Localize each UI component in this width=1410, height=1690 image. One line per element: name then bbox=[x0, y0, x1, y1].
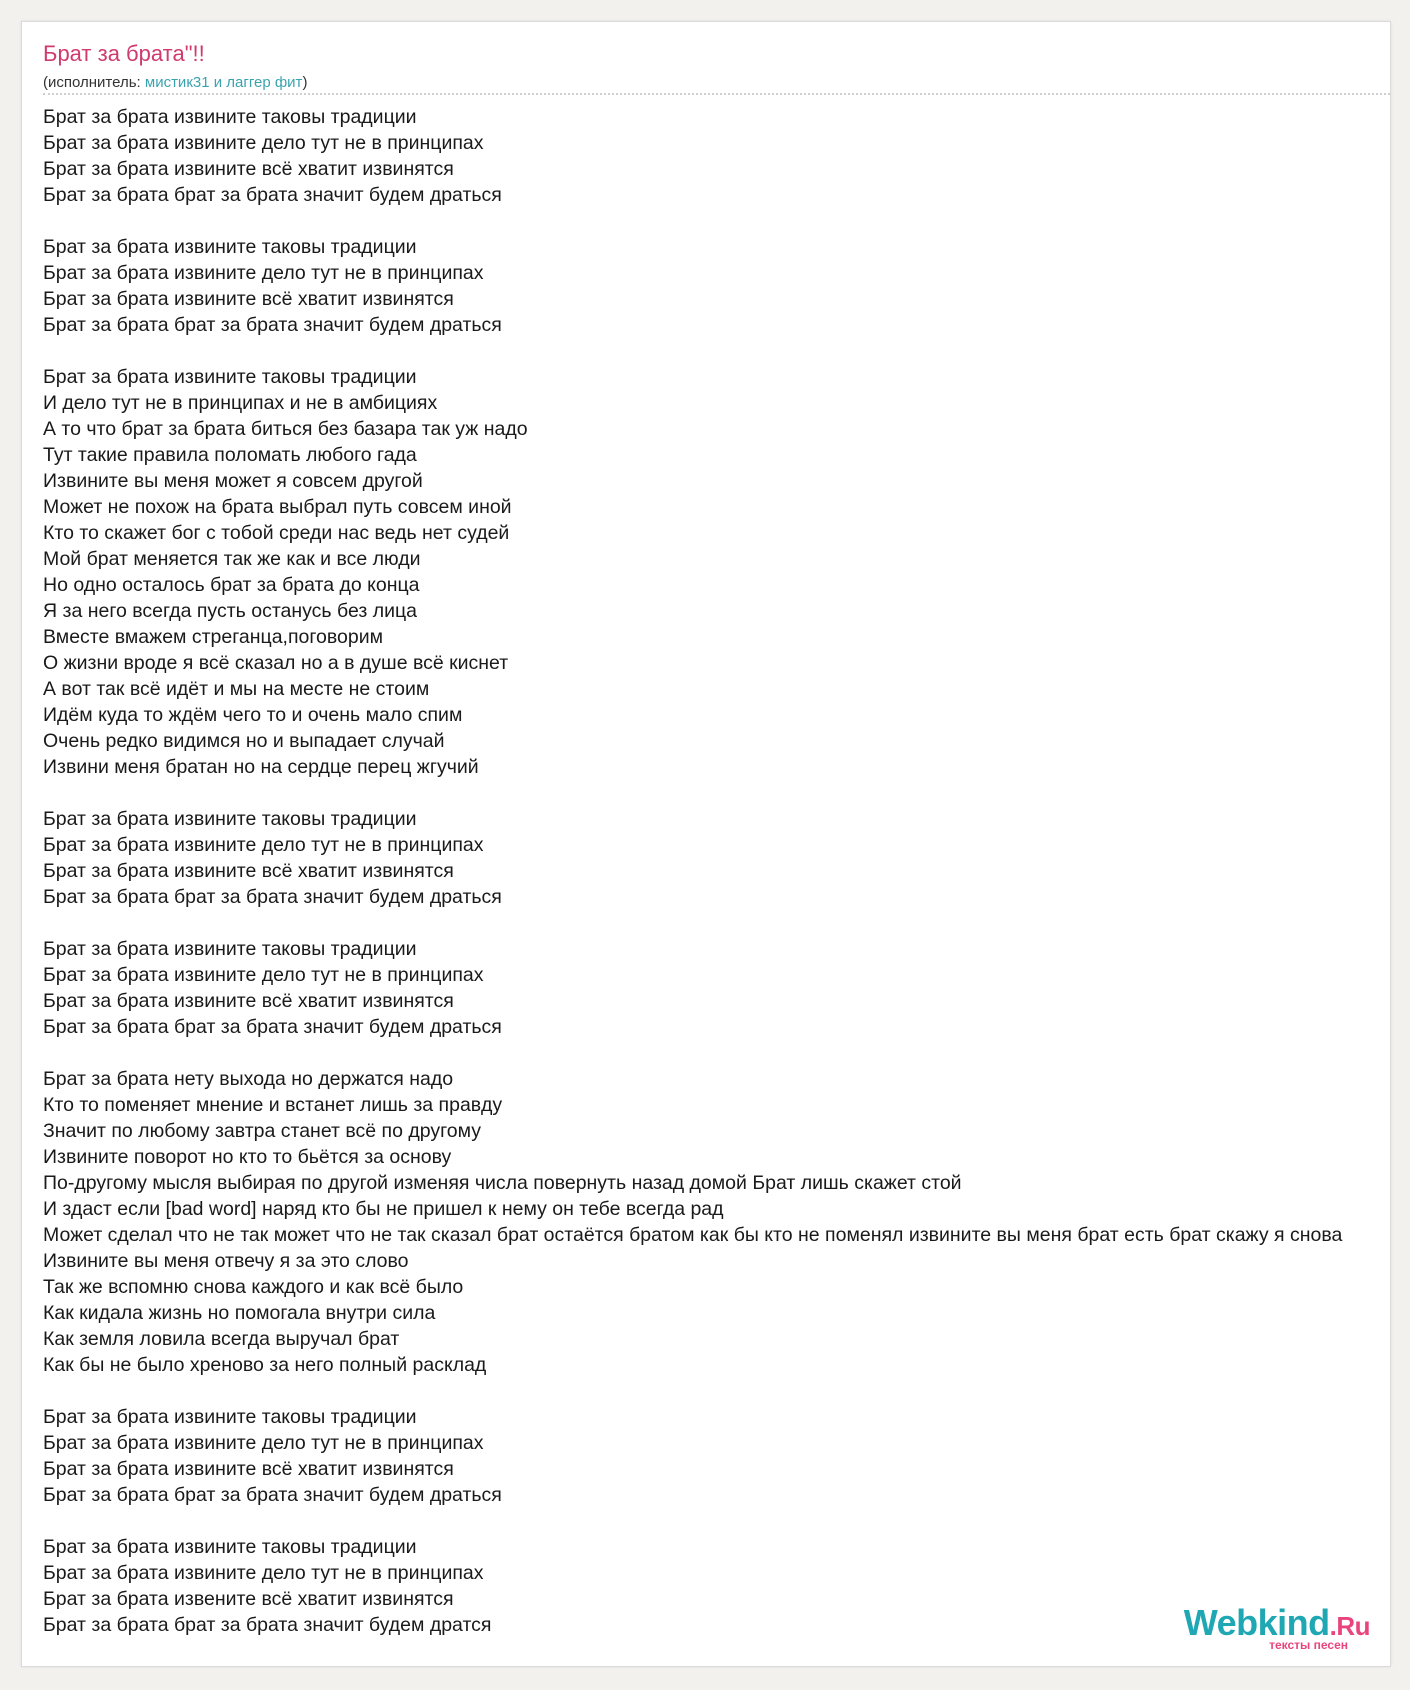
lyric-line: Брат за брата брат за брата значит будем дратся bbox=[43, 1614, 492, 1636]
logo-tld: .Ru bbox=[1329, 1611, 1370, 1641]
lyric-line: Брат за брата извините всё хватит извинятся bbox=[43, 1458, 454, 1480]
artist-suffix: ) bbox=[302, 74, 308, 91]
lyric-line: Брат за брата извините всё хватит извинятся bbox=[43, 990, 454, 1012]
lyric-line: Брат за брата извините всё хватит извинятся bbox=[43, 860, 454, 882]
lyric-line: Брат за брата извините таковы традиции bbox=[43, 366, 417, 388]
song-title: Брат за брата"!! bbox=[43, 41, 205, 66]
lyric-line: Тут такие правила поломать любого гада bbox=[43, 444, 417, 466]
lyric-line: Брат за брата брат за брата значит будем драться bbox=[43, 314, 502, 336]
lyric-line: Очень редко видимся но и выпадает случай bbox=[43, 730, 445, 752]
webkind-logo[interactable] bbox=[1170, 1604, 1370, 1650]
lyric-line: Может сделал что не так может что не так сказал брат остаётся братом как бы кто не поменял извините вы меня брат есть брат скажу я снова bbox=[43, 1224, 1343, 1246]
lyric-blank-line bbox=[43, 1508, 1342, 1534]
logo-tagline: тексты песен bbox=[1269, 1638, 1348, 1652]
lyric-line: Но одно осталось брат за брата до конца bbox=[43, 574, 420, 596]
lyric-line: А вот так всё идёт и мы на месте не стоим bbox=[43, 678, 430, 700]
lyric-blank-line bbox=[43, 780, 1342, 806]
lyric-line: Брат за брата извените всё хватит извинятся bbox=[43, 1588, 454, 1610]
lyric-line: А то что брат за брата биться без базара так уж надо bbox=[43, 418, 528, 440]
lyric-line: И дело тут не в принципах и не в амбициях bbox=[43, 392, 438, 414]
lyric-line: Брат за брата извините дело тут не в принципах bbox=[43, 1562, 484, 1584]
lyric-line: Брат за брата извините дело тут не в принципах bbox=[43, 964, 484, 986]
lyric-line: Я за него всегда пусть останусь без лица bbox=[43, 600, 418, 622]
lyric-line: Как бы не было хреново за него полный расклад bbox=[43, 1354, 487, 1376]
artist-link[interactable]: мистик31 и лаггер фит bbox=[144, 74, 303, 91]
title-divider bbox=[43, 93, 1390, 95]
lyric-line: Брат за брата извините дело тут не в принципах bbox=[43, 262, 484, 284]
lyric-line: Брат за брата извините дело тут не в принципах bbox=[43, 834, 484, 856]
lyric-blank-line bbox=[43, 1378, 1342, 1404]
lyric-line: По-другому мысля выбирая по другой изменяя числа повернуть назад домой Брат лишь скажет стой bbox=[43, 1172, 962, 1194]
lyric-line: Брат за брата извините всё хватит извинятся bbox=[43, 158, 454, 180]
lyric-line: Брат за брата извините дело тут не в принципах bbox=[43, 132, 484, 154]
lyric-line: Может не похож на брата выбрал путь совсем иной bbox=[43, 496, 512, 518]
lyric-line: Брат за брата извините всё хватит извинятся bbox=[43, 288, 454, 310]
lyric-line: Брат за брата извините дело тут не в принципах bbox=[43, 1432, 484, 1454]
lyric-line: Извините поворот но кто то бьётся за основу bbox=[43, 1146, 452, 1168]
lyric-line: Брат за брата брат за брата значит будем драться bbox=[43, 1484, 502, 1506]
lyric-line: Брат за брата извините таковы традиции bbox=[43, 1536, 417, 1558]
lyric-line: Брат за брата извините таковы традиции bbox=[43, 808, 417, 830]
lyric-line: Брат за брата извините таковы традиции bbox=[43, 106, 417, 128]
lyric-line: Мой брат меняется так же как и все люди bbox=[43, 548, 421, 570]
lyrics-text bbox=[43, 104, 1342, 1638]
lyric-line: Извините вы меня отвечу я за это слово bbox=[43, 1250, 409, 1272]
lyric-line: Как кидала жизнь но помогала внутри сила bbox=[43, 1302, 436, 1324]
lyric-line: О жизни вроде я всё сказал но а в душе всё киснет bbox=[43, 652, 509, 674]
lyric-blank-line bbox=[43, 910, 1342, 936]
lyric-line: Брат за брата нету выхода но держатся надо bbox=[43, 1068, 454, 1090]
lyrics-card bbox=[21, 21, 1391, 1667]
lyric-line: Идём куда то ждём чего то и очень мало спим bbox=[43, 704, 463, 726]
lyric-line: Брат за брата извините таковы традиции bbox=[43, 938, 417, 960]
artist-prefix: (исполнитель: bbox=[43, 74, 145, 91]
logo-name: Webkind bbox=[1183, 1602, 1330, 1643]
lyric-line: Брат за брата брат за брата значит будем драться bbox=[43, 1016, 502, 1038]
lyric-blank-line bbox=[43, 1040, 1342, 1066]
lyric-line: Брат за брата брат за брата значит будем драться bbox=[43, 184, 502, 206]
lyric-blank-line bbox=[43, 208, 1342, 234]
lyric-line: Брат за брата извините таковы традиции bbox=[43, 1406, 417, 1428]
lyric-line: Брат за брата извините таковы традиции bbox=[43, 236, 417, 258]
lyric-line: И здаст если [bad word] наряд кто бы не пришел к нему он тебе всегда рад bbox=[43, 1198, 724, 1220]
lyric-line: Вместе вмажем стреганца,поговорим bbox=[43, 626, 384, 648]
lyric-line: Так же вспомню снова каждого и как всё было bbox=[43, 1276, 464, 1298]
lyric-line: Извините вы меня может я совсем другой bbox=[43, 470, 423, 492]
lyric-line: Брат за брата брат за брата значит будем драться bbox=[43, 886, 502, 908]
lyric-line: Кто то скажет бог с тобой среди нас ведь нет судей bbox=[43, 522, 510, 544]
artist-line bbox=[43, 74, 307, 91]
lyric-line: Кто то поменяет мнение и встанет лишь за правду bbox=[43, 1094, 503, 1116]
lyric-line: Значит по любому завтра станет всё по другому bbox=[43, 1120, 482, 1142]
lyric-line: Извини меня братан но на сердце перец жгучий bbox=[43, 756, 479, 778]
lyric-blank-line bbox=[43, 338, 1342, 364]
lyric-line: Как земля ловила всегда выручал брат bbox=[43, 1328, 400, 1350]
